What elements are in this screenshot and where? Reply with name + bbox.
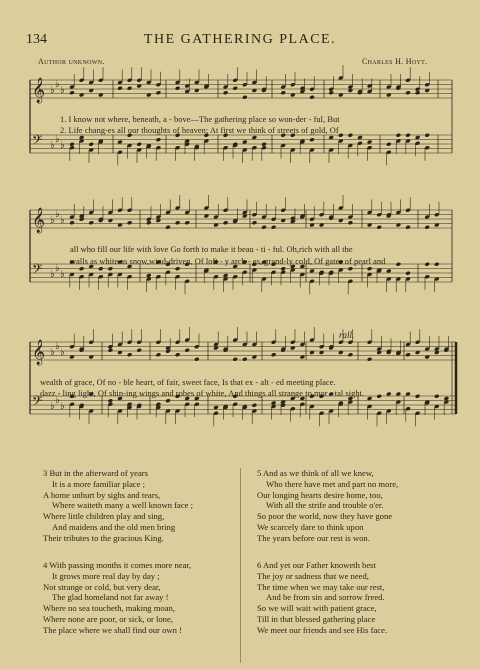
flat-icon: ♭	[60, 215, 65, 226]
verse-line: A home unhurt by sighs and tears,	[43, 489, 161, 500]
flat-icon: ♭	[50, 140, 55, 151]
note-head	[79, 266, 85, 271]
note-head	[242, 95, 248, 100]
lyric-line: 1. I know not where, beneath, a - bove—The gathering place so won-der - ful, But	[60, 115, 340, 124]
verse-line: 6 And yet our Father knoweth best	[257, 560, 376, 570]
verse-line: Till in that blessed gathering place	[257, 613, 376, 624]
bass-clef-icon: 𝄢	[32, 393, 43, 412]
note-head	[156, 137, 162, 142]
note-head	[405, 271, 411, 276]
tempo-mark: rall.	[339, 330, 355, 340]
flat-icon: ♭	[60, 269, 65, 280]
flat-icon: ♭	[55, 134, 60, 145]
note-head	[405, 90, 411, 95]
note-head	[405, 133, 411, 138]
verse-line: 4 With passing months it comes more near,	[43, 560, 192, 570]
verse-line: With all the strife and trouble o'er.	[266, 500, 384, 511]
treble-clef-icon: 𝄞	[32, 78, 46, 103]
note-head	[424, 262, 430, 267]
flat-icon: ♭	[50, 401, 55, 412]
note-head	[252, 135, 258, 140]
verse-line: Where none are poor, or sick, or lone,	[43, 613, 173, 624]
note-head	[280, 266, 286, 271]
note-head	[309, 95, 315, 100]
note-head	[69, 142, 75, 147]
note-head	[252, 403, 258, 408]
note-head	[117, 140, 123, 145]
flat-icon: ♭	[55, 209, 60, 220]
verse-line: 3 But in the afterward of years	[43, 468, 148, 478]
verse-line: We scarcely dare to think upon	[257, 521, 364, 532]
note-head	[223, 273, 229, 278]
note-head	[108, 266, 114, 271]
note-head	[348, 220, 354, 225]
note-head	[367, 396, 373, 401]
note-head	[175, 220, 181, 225]
note-head	[367, 266, 373, 271]
verse-5	[257, 468, 398, 544]
note-head	[69, 90, 75, 95]
verse-line: The joy or sadness that we need,	[257, 570, 369, 581]
verse-line: We meet our friends and see His face.	[257, 624, 388, 635]
note-head	[434, 394, 440, 399]
note-head	[117, 86, 123, 91]
note-head	[194, 357, 200, 362]
verse-line: 5 And as we think of all we knew,	[257, 468, 374, 478]
note-head	[348, 133, 354, 138]
note-head	[386, 392, 392, 397]
verse-line: And be from sin and sorrow freed.	[266, 592, 385, 603]
verse-line: It grows more real day by day ;	[52, 570, 160, 581]
author-credit: Author unknown.	[38, 57, 105, 66]
note-head	[415, 135, 421, 140]
lyric-line: 2. Life chang-es all our thoughts of heaven; At first we think of streets of gold, Of	[60, 126, 339, 135]
lyric-line: dazz - ling light, Of shin-ing wings and robes of white, And things all strange to mor - tal sight.	[40, 389, 365, 398]
note-head	[396, 392, 402, 397]
note-head	[357, 135, 363, 140]
lyric-line: walls as white as snow,wind-driven, Of loft - y arch - es, grand-ly cold, Of gates of pearl and	[70, 257, 386, 266]
verse-line: The glad homeland not far away !	[52, 592, 169, 603]
note-head	[328, 135, 334, 140]
note-head	[136, 142, 142, 147]
verse-line: Not strange or cold, but very dear,	[43, 581, 161, 592]
verse-line: The time when we may take our rest,	[257, 581, 385, 592]
verse-line: The place where we shall find our own !	[43, 624, 182, 635]
page-number: 134	[26, 32, 47, 47]
verse-line: Where no sea toucheth, making moan,	[43, 603, 175, 614]
note-head	[386, 269, 392, 274]
note-head	[88, 220, 94, 225]
note-head	[396, 133, 402, 138]
treble-clef-icon: 𝄞	[32, 208, 46, 233]
note-head	[309, 137, 315, 142]
verse-line: Our longing hearts desire home, too,	[257, 489, 383, 500]
flat-icon: ♭	[55, 79, 60, 90]
note-head	[146, 220, 152, 225]
note-head	[156, 90, 162, 95]
flat-icon: ♭	[55, 395, 60, 406]
note-head	[69, 220, 75, 225]
flat-icon: ♭	[55, 341, 60, 352]
note-head	[175, 352, 181, 357]
note-head	[184, 348, 190, 353]
note-head	[165, 225, 171, 230]
note-head	[127, 220, 133, 225]
note-head	[223, 220, 229, 225]
verse-line: Where waiteth many a well known face ;	[52, 500, 194, 511]
note-head	[175, 86, 181, 91]
bass-clef-icon: 𝄢	[32, 261, 43, 280]
flat-icon: ♭	[50, 85, 55, 96]
verse-line: Where little children play and sing,	[43, 511, 165, 522]
note-head	[328, 90, 334, 95]
note-head	[165, 398, 171, 403]
lyric-line: wealth of grace, Of no - ble heart, of fair, sweet face, Is that ex - alt - ed meeting place.	[40, 378, 336, 387]
note-head	[271, 352, 277, 357]
flat-icon: ♭	[50, 347, 55, 358]
note-head	[252, 220, 258, 225]
verse-line: It is a more familiar place ;	[52, 478, 146, 489]
flat-icon: ♭	[55, 263, 60, 274]
note-head	[376, 225, 382, 230]
note-head	[367, 357, 373, 362]
note-head	[242, 140, 248, 145]
verse-6	[257, 560, 387, 636]
note-head	[232, 357, 238, 362]
composer-credit: Charles H. Hoyt.	[362, 57, 428, 66]
note-head	[348, 266, 354, 271]
note-head	[396, 262, 402, 267]
note-head	[348, 352, 354, 357]
note-head	[271, 225, 277, 230]
note-head	[108, 398, 114, 403]
note-head	[146, 273, 152, 278]
note-head	[309, 269, 315, 274]
note-head	[424, 133, 430, 138]
lyric-line: all who fill our life with love Go forth to make it beau - ti - ful. Oh,rich with all the	[70, 245, 353, 254]
verse-line: Who there have met and part no more,	[266, 478, 399, 489]
verse-line: So we will wait with patient grace,	[257, 603, 377, 614]
note-head	[376, 394, 382, 399]
note-head	[213, 405, 219, 410]
verse-3	[43, 468, 193, 544]
note-head	[405, 392, 411, 397]
note-head	[415, 90, 421, 95]
note-head	[367, 140, 373, 145]
flat-icon: ♭	[60, 401, 65, 412]
note-head	[405, 225, 411, 230]
note-head	[127, 352, 133, 357]
note-head	[156, 352, 162, 357]
note-head	[108, 348, 114, 353]
note-head	[405, 352, 411, 357]
note-head	[261, 225, 267, 230]
note-head	[136, 348, 142, 353]
note-head	[386, 142, 392, 147]
note-head	[79, 135, 85, 140]
note-head	[98, 266, 104, 271]
note-head	[184, 220, 190, 225]
flat-icon: ♭	[60, 85, 65, 96]
verse-line: And maidens and the old men bring	[52, 521, 176, 532]
note-head	[424, 225, 430, 230]
note-head	[415, 394, 421, 399]
note-head	[444, 396, 450, 401]
bass-clef-icon: 𝄢	[32, 132, 43, 151]
verse-4	[43, 560, 191, 636]
note-head	[434, 262, 440, 267]
note-head	[88, 142, 94, 147]
flat-icon: ♭	[50, 215, 55, 226]
note-head	[271, 401, 277, 406]
flat-icon: ♭	[60, 347, 65, 358]
verse-line: The years before our rest is won.	[257, 532, 370, 543]
verse-line: So poor the world, now they have gone	[257, 511, 393, 522]
note-head	[242, 357, 248, 362]
verse-line: Their tributes to the gracious King.	[43, 532, 164, 543]
column-divider	[240, 468, 241, 663]
note-head	[280, 90, 286, 95]
hymn-title: THE GATHERING PLACE.	[143, 32, 337, 47]
note-head	[232, 86, 238, 91]
flat-icon: ♭	[60, 140, 65, 151]
note-head	[223, 90, 229, 95]
note-head	[261, 142, 267, 147]
treble-clef-icon: 𝄞	[32, 340, 46, 365]
note-head	[175, 266, 181, 271]
flat-icon: ♭	[50, 269, 55, 280]
note-head	[127, 86, 133, 91]
